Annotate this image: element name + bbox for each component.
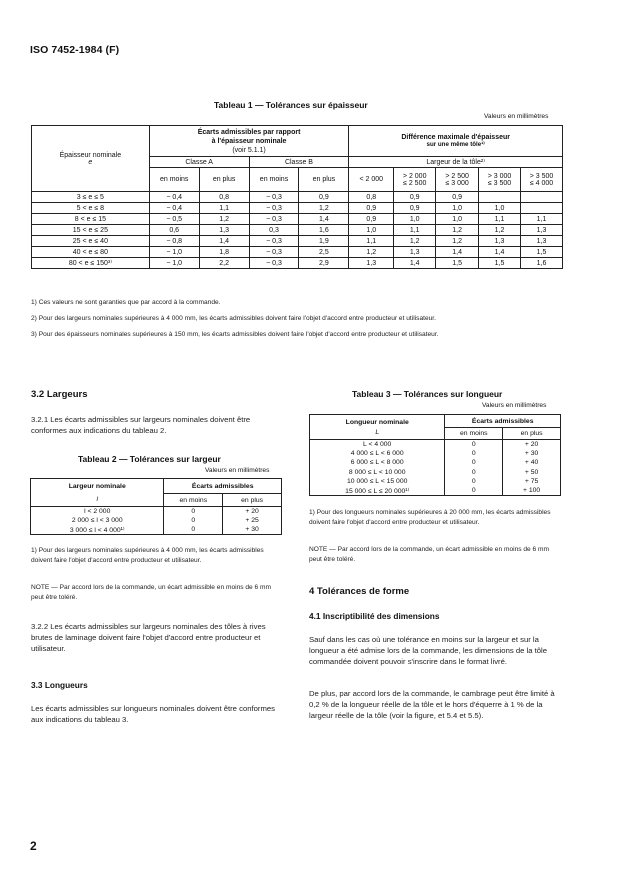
thickness-label: Épaisseur nominale [59,151,122,159]
page-number: 2 [30,839,37,853]
table-cell: 1,1 [349,236,394,247]
table-cell: 2,5 [299,247,349,258]
table-cell: 4 000 ≤ L < 6 000 [310,449,445,458]
thickness-symbol: e [88,158,93,166]
table-cell: 15 < e ≤ 25 [32,225,150,236]
table-row [32,214,563,225]
table-cell: − 1,0 [149,247,199,258]
sub-header-minus: en moins [164,494,223,507]
table-cell: 0,9 [349,203,394,214]
table-cell: − 0,3 [249,258,299,269]
table-cell: 1,9 [299,236,349,247]
table-cell: 0 [164,525,223,534]
table-cell: 1,1 [521,214,563,225]
table-row [32,236,563,247]
width-range-3-upper: ≤ 3 000 [445,179,469,187]
table-cell: 1,0 [436,214,479,225]
table-cell: 0,6 [149,225,199,236]
max-diff-line1: Différence maximale d'épaisseur [401,134,510,141]
table-cell: 0 [164,507,223,516]
section-3-2-heading: 3.2 Largeurs [31,389,88,400]
table-cell: 1,6 [521,258,563,269]
table-cell: 1,1 [199,203,249,214]
table-cell: 5 < e ≤ 8 [32,203,150,214]
table2-unit: Valeurs en millimètres [205,467,270,474]
table-cell: − 0,3 [249,247,299,258]
table-cell: 1,2 [349,247,394,258]
table-cell: + 30 [503,449,561,458]
table-cell: 1,0 [479,203,521,214]
table-cell: 1,3 [199,225,249,236]
table-cell: 0 [445,486,503,495]
table-cell: 1,4 [299,214,349,225]
table-cell: + 25 [223,516,282,525]
table-cell: − 0,4 [149,203,199,214]
table-cell: 1,1 [394,225,436,236]
table-cell: 1,4 [394,258,436,269]
table-row [32,247,563,258]
table-cell: − 1,0 [149,258,199,269]
table3-title: Tableau 3 — Tolérances sur longueur [352,389,503,399]
table-cell: − 0,3 [249,236,299,247]
table-row [310,458,561,467]
width-range-2-upper: ≤ 2 500 [403,179,427,187]
width-range-2 [394,168,436,192]
table-cell: l < 2 000 [31,507,164,516]
table-cell: + 40 [503,458,561,467]
width-range-4-upper: ≤ 3 500 [487,179,512,187]
table1-title: Tableau 1 — Tolérances sur épaisseur [214,100,368,110]
table-cell: 1,2 [436,225,479,236]
table-cell: − 0,5 [149,214,199,225]
table-cell: 2,9 [299,258,349,269]
table-cell: 1,0 [394,214,436,225]
table-cell: 1,2 [479,225,521,236]
paragraph-4-1-b: De plus, par accord lors de la commande, le cambrage peut être limité à 0,2 % de la longueur réelle de la tôle et le hors d'équerre à 1 % de la largeur réelle de la tôle (voir la figure, et 5.4 et 5.5). [309,689,555,720]
table-cell: 40 < e ≤ 80 [32,247,150,258]
table-cell: 1,3 [349,258,394,269]
table-cell: + 30 [223,525,282,534]
width-range-5-upper: ≤ 4 000 [529,179,554,187]
table-cell: 10 000 ≤ L < 15 000 [310,477,445,486]
table-cell: − 0,8 [149,236,199,247]
table-cell: 1,5 [436,258,479,269]
table-cell: 1,2 [436,236,479,247]
table-row [310,468,561,477]
paragraph-3-3: Les écarts admissibles sur longueurs nominales doivent être conformes aux indications du tableau 3. [31,704,275,724]
table-cell: 0 [445,449,503,458]
max-diff-line2: sur une même tôle¹⁾ [426,141,485,148]
table-cell: 3 ≤ e ≤ 5 [32,192,150,203]
table-cell: 1,0 [349,225,394,236]
table3-note: NOTE — Par accord lors de la commande, un écart admissible en moins de 6 mm peut être toléré. [309,546,550,563]
table-cell: 0 [164,516,223,525]
width-range-3-lower: > 2 500 [445,172,469,180]
section-4-heading: 4 Tolérances de forme [309,586,410,597]
table-cell: 0 [445,458,503,467]
sub-header-minus: en moins [149,168,199,192]
class-b-header: Classe B [249,157,349,168]
width-label: Largeur nominale [68,482,126,490]
table-row [32,203,563,214]
table-cell: 2 000 ≤ l < 3 000 [31,516,164,525]
table-cell [479,192,521,203]
table-cell: 1,3 [394,247,436,258]
table-cell: 1,8 [199,247,249,258]
table-cell: 0,9 [394,192,436,203]
paragraph-3-2-1: 3.2.1 Les écarts admissibles sur largeurs nominales doivent être conformes aux indications du tableau 2. [31,415,251,435]
table-cell: L < 4 000 [310,440,445,449]
table3-footnote: 1) Pour des longueurs nominales supérieures à 20 000 mm, les écarts admissibles doivent faire l'objet d'accord entre producteur et utilisateur. [309,509,551,526]
deviation-line1: Écarts admissibles par rapport [197,128,301,136]
table-row [32,192,563,203]
thickness-tolerance-table [31,125,563,269]
table-cell: 6 000 ≤ L < 8 000 [310,458,445,467]
table-cell: 0 [445,440,503,449]
table-cell: + 20 [223,507,282,516]
table-cell: 2,2 [199,258,249,269]
table-cell: 0,9 [436,192,479,203]
deviation-line2: à l'épaisseur nominale [211,137,287,145]
table-cell: − 0,3 [249,214,299,225]
table-cell: 1,2 [299,203,349,214]
paragraph-4-1-a: Sauf dans les cas où une tolérance en moins sur la largeur et sur la longueur a été admise lors de la commande, les dimensions de la tôle commandée doivent pouvoir s'inscrire dans le format livré. [309,635,548,666]
width-range-5 [521,168,563,192]
table-cell: 1,2 [394,236,436,247]
width-range-2-lower: > 2 000 [402,172,427,180]
table-cell: 0,9 [299,192,349,203]
table3-unit: Valeurs en millimètres [482,402,547,409]
table-cell: 0 [445,477,503,486]
table-cell: 1,1 [479,214,521,225]
table-cell: 3 000 ≤ l < 4 000¹⁾ [31,525,164,534]
width-deviation-header: Écarts admissibles [164,479,282,494]
table-cell: + 75 [503,477,561,486]
table-cell: 8 000 ≤ L < 10 000 [310,468,445,477]
table-cell: 1,4 [479,247,521,258]
table-row [310,440,561,449]
table1-unit: Valeurs en millimètres [484,113,549,120]
table-row [31,507,282,516]
max-difference-column-header [349,126,563,157]
table-cell: 0,9 [394,203,436,214]
width-symbol: l [96,495,98,503]
width-column-header [31,479,164,507]
length-label: Longueur nominale [345,418,409,426]
table-cell: 15 000 ≤ L ≤ 20 000¹⁾ [310,486,445,495]
table2-note: NOTE — Par accord lors de la commande, un écart admissible en moins de 6 mm peut être toléré. [31,584,272,601]
table-row [31,525,282,534]
table-cell: 1,0 [436,203,479,214]
section-3-3-heading: 3.3 Longueurs [31,680,88,690]
table-cell: − 0,3 [249,192,299,203]
table-cell: 1,6 [299,225,349,236]
table-row [310,449,561,458]
table-cell: 1,4 [199,236,249,247]
table-cell [521,203,563,214]
table-cell: 1,5 [521,247,563,258]
deviation-column-header [149,126,349,157]
table-cell: + 50 [503,468,561,477]
table-cell: 1,3 [521,236,563,247]
table-row [31,516,282,525]
table-cell: 0,9 [349,214,394,225]
table-cell: 0,3 [249,225,299,236]
sub-header-plus: en plus [223,494,282,507]
length-deviation-header: Écarts admissibles [445,415,561,428]
width-range-5-lower: > 3 500 [529,172,554,180]
table-cell: + 100 [503,486,561,495]
table2-footnote: 1) Pour des largeurs nominales supérieures à 4 000 mm, les écarts admissibles doivent faire l'objet d'accord entre producteur et utilisateur. [31,547,264,564]
width-tolerance-table [30,478,282,535]
width-range-3 [436,168,479,192]
length-tolerance-table [309,414,561,496]
table-cell: 0,8 [199,192,249,203]
table-cell: 0 [445,468,503,477]
table-cell: 25 < e ≤ 40 [32,236,150,247]
sub-header-minus: en moins [445,428,503,440]
table-row [32,258,563,269]
table-row [310,477,561,486]
length-symbol: L [375,428,380,436]
thickness-column-header [32,126,150,192]
table-cell: 1,5 [479,258,521,269]
length-column-header [310,415,445,440]
table-cell: + 20 [503,440,561,449]
table-cell: 80 < e ≤ 150³⁾ [32,258,150,269]
width-range-4-lower: > 3 000 [487,172,512,180]
table1-footnote-1: 1) Ces valeurs ne sont garanties que par accord à la commande. [31,299,221,306]
table-cell: − 0,4 [149,192,199,203]
table-row [32,225,563,236]
table-cell: 1,3 [521,225,563,236]
table-cell: 1,2 [199,214,249,225]
table-cell: 1,3 [479,236,521,247]
sub-header-minus: en moins [249,168,299,192]
deviation-line3: (voir 5.1.1) [232,146,266,154]
table1-footnote-2: 2) Pour des largeurs nominales supérieures à 4 000 mm, les écarts admissibles doivent faire l'objet d'accord entre producteur et utilisateur. [31,315,436,322]
table-row [310,486,561,495]
sub-header-plus: en plus [503,428,561,440]
paragraph-3-2-2: 3.2.2 Les écarts admissibles sur largeurs nominales des tôles à rives brutes de laminage doivent faire l'objet d'accord entre producteur et utilisateur. [31,622,266,653]
sheet-width-header: Largeur de la tôle²⁾ [349,157,563,168]
width-range-4 [479,168,521,192]
class-a-header: Classe A [149,157,249,168]
table1-footnote-3: 3) Pour des épaisseurs nominales supérieures à 150 mm, les écarts admissibles doivent faire l'objet d'accord entre producteur et utilisateur. [31,331,439,338]
sub-header-plus: en plus [199,168,249,192]
width-range-1: < 2 000 [349,168,394,192]
document-header: ISO 7452-1984 (F) [30,44,120,56]
table-cell [521,192,563,203]
table-cell: − 0,3 [249,203,299,214]
table-cell: 0,8 [349,192,394,203]
sub-header-plus: en plus [299,168,349,192]
table2-title: Tableau 2 — Tolérances sur largeur [78,454,221,464]
table-cell: 8 < e ≤ 15 [32,214,150,225]
section-4-1-heading: 4.1 Inscriptibilité des dimensions [309,611,440,621]
table-cell: 1,4 [436,247,479,258]
